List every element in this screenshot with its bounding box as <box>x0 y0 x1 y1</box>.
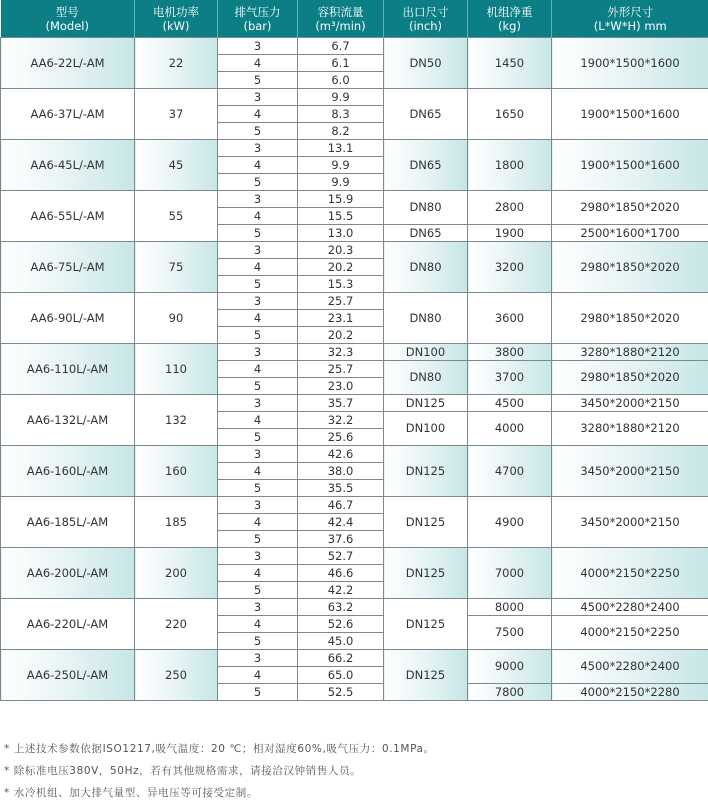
pressure-cell: 3 <box>218 89 298 106</box>
model-cell: AA6-55L/-AM <box>1 191 135 242</box>
weight-cell: 1800 <box>468 140 552 191</box>
model-cell: AA6-220L/-AM <box>1 599 135 650</box>
power-cell: 160 <box>135 446 218 497</box>
power-cell: 185 <box>135 497 218 548</box>
table-row <box>1 497 708 514</box>
outlet-cell: DN125 <box>384 548 468 599</box>
pressure-cell: 5 <box>218 429 298 446</box>
flow-cell: 6.1 <box>298 55 384 72</box>
pressure-cell: 5 <box>218 276 298 293</box>
pressure-cell: 3 <box>218 293 298 310</box>
flow-cell: 42.2 <box>298 582 384 599</box>
pressure-cell: 5 <box>218 378 298 395</box>
flow-cell: 37.6 <box>298 531 384 548</box>
dimensions-cell: 2980*1850*2020 <box>552 361 708 395</box>
pressure-cell: 4 <box>218 361 298 378</box>
header-label: 排气压力 <box>218 5 297 19</box>
header-label: 机组净重 <box>468 5 551 19</box>
footnote: * 上述技术参数依据ISO1217,吸气温度：20 ℃；相对湿度60%,吸气压力：0.1MPa。 <box>4 738 435 760</box>
flow-cell: 63.2 <box>298 599 384 616</box>
header-unit: (bar) <box>218 19 297 33</box>
weight-cell: 7800 <box>468 684 552 701</box>
weight-cell: 8000 <box>468 599 552 616</box>
header-label: 容积流量 <box>298 5 383 19</box>
flow-cell: 8.2 <box>298 123 384 140</box>
dimensions-cell: 4500*2280*2400 <box>552 599 708 616</box>
header-unit: (L*W*H) mm <box>552 19 708 33</box>
outlet-cell: DN65 <box>384 140 468 191</box>
weight-cell: 3700 <box>468 361 552 395</box>
pressure-cell: 5 <box>218 174 298 191</box>
weight-cell: 1900 <box>468 225 552 242</box>
dimensions-cell: 1900*1500*1600 <box>552 38 708 89</box>
model-cell: AA6-37L/-AM <box>1 89 135 140</box>
footnote: * 水冷机组、加大排气量型、异电压等可接受定制。 <box>4 782 435 804</box>
pressure-cell: 5 <box>218 72 298 89</box>
flow-cell: 25.6 <box>298 429 384 446</box>
table-row <box>1 191 708 208</box>
header-unit: (kW) <box>135 19 217 33</box>
outlet-cell: DN125 <box>384 497 468 548</box>
flow-cell: 45.0 <box>298 633 384 650</box>
power-cell: 90 <box>135 293 218 344</box>
power-cell: 75 <box>135 242 218 293</box>
pressure-cell: 5 <box>218 582 298 599</box>
outlet-cell: DN80 <box>384 361 468 395</box>
header-unit: (Model) <box>1 19 135 33</box>
flow-cell: 15.5 <box>298 208 384 225</box>
table-row <box>1 599 708 616</box>
flow-cell: 23.1 <box>298 310 384 327</box>
flow-cell: 6.0 <box>298 72 384 89</box>
table-row <box>1 395 708 412</box>
dimensions-cell: 3450*2000*2150 <box>552 446 708 497</box>
dimensions-cell: 2500*1600*1700 <box>552 225 708 242</box>
header-weight <box>468 0 552 38</box>
pressure-cell: 4 <box>218 259 298 276</box>
dimensions-cell: 3450*2000*2150 <box>552 395 708 412</box>
pressure-cell: 4 <box>218 463 298 480</box>
pressure-cell: 3 <box>218 497 298 514</box>
weight-cell: 4000 <box>468 412 552 446</box>
dimensions-cell: 4000*2150*2280 <box>552 684 708 701</box>
weight-cell: 4500 <box>468 395 552 412</box>
power-cell: 22 <box>135 38 218 89</box>
flow-cell: 42.6 <box>298 446 384 463</box>
table-row <box>1 140 708 157</box>
pressure-cell: 3 <box>218 599 298 616</box>
weight-cell: 9000 <box>468 650 552 684</box>
table-row <box>1 344 708 361</box>
header-power <box>135 0 218 38</box>
flow-cell: 9.9 <box>298 174 384 191</box>
weight-cell: 3800 <box>468 344 552 361</box>
flow-cell: 13.1 <box>298 140 384 157</box>
flow-cell: 20.3 <box>298 242 384 259</box>
pressure-cell: 4 <box>218 565 298 582</box>
pressure-cell: 5 <box>218 480 298 497</box>
table-row <box>1 89 708 106</box>
flow-cell: 52.5 <box>298 684 384 701</box>
model-cell: AA6-90L/-AM <box>1 293 135 344</box>
flow-cell: 20.2 <box>298 327 384 344</box>
pressure-cell: 5 <box>218 327 298 344</box>
pressure-cell: 3 <box>218 191 298 208</box>
table-row <box>1 242 708 259</box>
model-cell: AA6-250L/-AM <box>1 650 135 701</box>
pressure-cell: 3 <box>218 242 298 259</box>
model-cell: AA6-132L/-AM <box>1 395 135 446</box>
outlet-cell: DN125 <box>384 446 468 497</box>
pressure-cell: 4 <box>218 55 298 72</box>
flow-cell: 52.6 <box>298 616 384 633</box>
dimensions-cell: 2980*1850*2020 <box>552 293 708 344</box>
dimensions-cell: 3450*2000*2150 <box>552 497 708 548</box>
table-row <box>1 548 708 565</box>
pressure-cell: 4 <box>218 616 298 633</box>
table-row <box>1 293 708 310</box>
header-label: 外形尺寸 <box>552 5 708 19</box>
header-model <box>1 0 135 38</box>
dimensions-cell: 4500*2280*2400 <box>552 650 708 684</box>
header-label: 电机功率 <box>135 5 217 19</box>
flow-cell: 25.7 <box>298 293 384 310</box>
pressure-cell: 4 <box>218 208 298 225</box>
pressure-cell: 5 <box>218 123 298 140</box>
pressure-cell: 3 <box>218 548 298 565</box>
header-label: 出口尺寸 <box>384 5 467 19</box>
weight-cell: 4900 <box>468 497 552 548</box>
pressure-cell: 4 <box>218 412 298 429</box>
header-dimensions <box>552 0 708 38</box>
weight-cell: 7000 <box>468 548 552 599</box>
dimensions-cell: 2980*1850*2020 <box>552 242 708 293</box>
header-unit: (kg) <box>468 19 551 33</box>
power-cell: 37 <box>135 89 218 140</box>
pressure-cell: 5 <box>218 225 298 242</box>
header-flow <box>298 0 384 38</box>
model-cell: AA6-22L/-AM <box>1 38 135 89</box>
pressure-cell: 4 <box>218 667 298 684</box>
pressure-cell: 4 <box>218 310 298 327</box>
weight-cell: 4700 <box>468 446 552 497</box>
outlet-cell: DN125 <box>384 395 468 412</box>
flow-cell: 32.2 <box>298 412 384 429</box>
outlet-cell: DN80 <box>384 191 468 225</box>
flow-cell: 32.3 <box>298 344 384 361</box>
outlet-cell: DN80 <box>384 293 468 344</box>
dimensions-cell: 4000*2150*2250 <box>552 548 708 599</box>
outlet-cell: DN125 <box>384 650 468 701</box>
model-cell: AA6-110L/-AM <box>1 344 135 395</box>
pressure-cell: 4 <box>218 157 298 174</box>
weight-cell: 7500 <box>468 616 552 650</box>
model-cell: AA6-75L/-AM <box>1 242 135 293</box>
footnotes <box>4 738 435 804</box>
weight-cell: 1650 <box>468 89 552 140</box>
header-label: 型号 <box>1 5 135 19</box>
dimensions-cell: 4000*2150*2250 <box>552 616 708 650</box>
pressure-cell: 5 <box>218 531 298 548</box>
pressure-cell: 3 <box>218 650 298 667</box>
flow-cell: 15.3 <box>298 276 384 293</box>
pressure-cell: 4 <box>218 106 298 123</box>
model-cell: AA6-45L/-AM <box>1 140 135 191</box>
flow-cell: 46.7 <box>298 497 384 514</box>
flow-cell: 15.9 <box>298 191 384 208</box>
flow-cell: 52.7 <box>298 548 384 565</box>
flow-cell: 23.0 <box>298 378 384 395</box>
model-cell: AA6-160L/-AM <box>1 446 135 497</box>
outlet-cell: DN50 <box>384 38 468 89</box>
table-header <box>1 0 708 38</box>
flow-cell: 38.0 <box>298 463 384 480</box>
pressure-cell: 3 <box>218 38 298 55</box>
pressure-cell: 3 <box>218 446 298 463</box>
dimensions-cell: 1900*1500*1600 <box>552 89 708 140</box>
flow-cell: 66.2 <box>298 650 384 667</box>
power-cell: 55 <box>135 191 218 242</box>
dimensions-cell: 3280*1880*2120 <box>552 344 708 361</box>
flow-cell: 8.3 <box>298 106 384 123</box>
table-row <box>1 446 708 463</box>
table-body <box>1 38 708 701</box>
flow-cell: 35.5 <box>298 480 384 497</box>
outlet-cell: DN65 <box>384 225 468 242</box>
outlet-cell: DN65 <box>384 89 468 140</box>
model-cell: AA6-200L/-AM <box>1 548 135 599</box>
power-cell: 250 <box>135 650 218 701</box>
power-cell: 220 <box>135 599 218 650</box>
weight-cell: 3200 <box>468 242 552 293</box>
pressure-cell: 4 <box>218 514 298 531</box>
dimensions-cell: 2980*1850*2020 <box>552 191 708 225</box>
flow-cell: 42.4 <box>298 514 384 531</box>
pressure-cell: 3 <box>218 344 298 361</box>
weight-cell: 3600 <box>468 293 552 344</box>
flow-cell: 9.9 <box>298 157 384 174</box>
pressure-cell: 5 <box>218 684 298 701</box>
table-row <box>1 38 708 55</box>
footnote: * 除标准电压380V，50Hz，若有其他规格需求，请接洽汉钟销售人员。 <box>4 760 435 782</box>
flow-cell: 20.2 <box>298 259 384 276</box>
header-unit: (m³/min) <box>298 19 383 33</box>
flow-cell: 25.7 <box>298 361 384 378</box>
outlet-cell: DN125 <box>384 599 468 650</box>
table-row <box>1 650 708 667</box>
outlet-cell: DN100 <box>384 344 468 361</box>
flow-cell: 13.0 <box>298 225 384 242</box>
outlet-cell: DN100 <box>384 412 468 446</box>
flow-cell: 6.7 <box>298 38 384 55</box>
header-pressure <box>218 0 298 38</box>
power-cell: 110 <box>135 344 218 395</box>
power-cell: 45 <box>135 140 218 191</box>
dimensions-cell: 3280*1880*2120 <box>552 412 708 446</box>
flow-cell: 35.7 <box>298 395 384 412</box>
flow-cell: 65.0 <box>298 667 384 684</box>
power-cell: 132 <box>135 395 218 446</box>
pressure-cell: 5 <box>218 633 298 650</box>
model-cell: AA6-185L/-AM <box>1 497 135 548</box>
flow-cell: 46.6 <box>298 565 384 582</box>
power-cell: 200 <box>135 548 218 599</box>
pressure-cell: 3 <box>218 395 298 412</box>
outlet-cell: DN80 <box>384 242 468 293</box>
header-outlet <box>384 0 468 38</box>
weight-cell: 2800 <box>468 191 552 225</box>
weight-cell: 1450 <box>468 38 552 89</box>
header-unit: (inch) <box>384 19 467 33</box>
pressure-cell: 3 <box>218 140 298 157</box>
dimensions-cell: 1900*1500*1600 <box>552 140 708 191</box>
flow-cell: 9.9 <box>298 89 384 106</box>
